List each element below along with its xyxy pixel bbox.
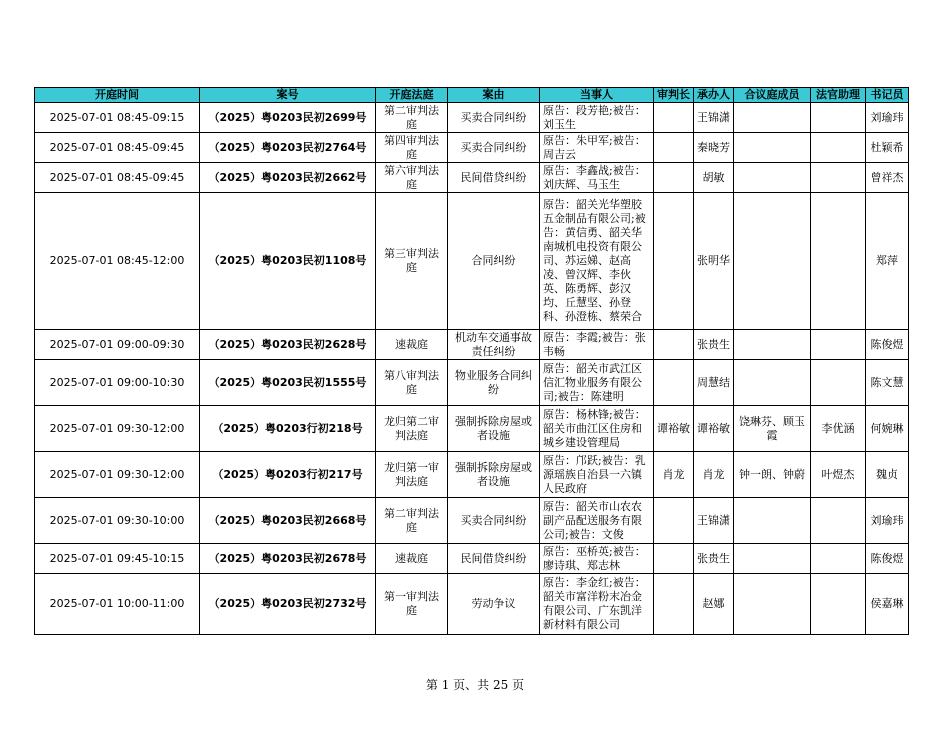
table-row <box>35 103 909 133</box>
table-row <box>35 133 909 163</box>
case-cause-cell: 强制拆除房屋或者设施 <box>448 452 540 498</box>
header-presiding-judge: 审判长 <box>654 88 694 103</box>
judge-assistant-cell: 李优涵 <box>811 406 866 452</box>
presiding-judge-cell <box>654 498 694 544</box>
judge-assistant-cell <box>811 193 866 330</box>
handler-cell: 张贵生 <box>694 544 734 574</box>
clerk-cell: 刘瑜玮 <box>866 103 909 133</box>
table-row <box>35 193 909 330</box>
case-number-cell: （2025）粤0203民初2732号 <box>200 574 376 635</box>
court-room-cell: 龙归第二审判法庭 <box>376 406 448 452</box>
parties-cell: 原告：韶关市武江区信汇物业服务有限公司;被告：陈建明 <box>540 360 654 406</box>
case-cause-cell: 强制拆除房屋或者设施 <box>448 406 540 452</box>
table-row <box>35 360 909 406</box>
table-row <box>35 498 909 544</box>
clerk-cell: 何婉琳 <box>866 406 909 452</box>
case-number-cell: （2025）粤0203民初2662号 <box>200 163 376 193</box>
presiding-judge-cell <box>654 330 694 360</box>
case-cause-cell: 民间借贷纠纷 <box>448 163 540 193</box>
hearing-time-cell: 2025-07-01 09:30-12:00 <box>35 452 200 498</box>
header-time: 开庭时间 <box>35 88 200 103</box>
clerk-cell: 陈俊煜 <box>866 330 909 360</box>
panel-members-cell <box>734 574 811 635</box>
clerk-cell: 刘瑜玮 <box>866 498 909 544</box>
presiding-judge-cell <box>654 360 694 406</box>
case-cause-cell: 民间借贷纠纷 <box>448 544 540 574</box>
panel-members-cell <box>734 498 811 544</box>
header-assistant: 法官助理 <box>811 88 866 103</box>
case-cause-cell: 机动车交通事故责任纠纷 <box>448 330 540 360</box>
court-room-cell: 第八审判法庭 <box>376 360 448 406</box>
case-number-cell: （2025）粤0203民初1108号 <box>200 193 376 330</box>
clerk-cell: 杜颖希 <box>866 133 909 163</box>
case-cause-cell: 买卖合同纠纷 <box>448 133 540 163</box>
clerk-cell: 侯嘉琳 <box>866 574 909 635</box>
court-room-cell: 第二审判法庭 <box>376 498 448 544</box>
table-row <box>35 330 909 360</box>
judge-assistant-cell <box>811 133 866 163</box>
header-clerk: 书记员 <box>866 88 909 103</box>
case-number-cell: （2025）粤0203民初2628号 <box>200 330 376 360</box>
court-room-cell: 速裁庭 <box>376 330 448 360</box>
header-handler: 承办人 <box>694 88 734 103</box>
header-court: 开庭法庭 <box>376 88 448 103</box>
parties-cell: 原告：邝跃;被告：乳源瑶族自治县一六镇人民政府 <box>540 452 654 498</box>
handler-cell: 张贵生 <box>694 330 734 360</box>
presiding-judge-cell: 谭裕敏 <box>654 406 694 452</box>
judge-assistant-cell <box>811 574 866 635</box>
presiding-judge-cell <box>654 163 694 193</box>
court-room-cell: 第二审判法庭 <box>376 103 448 133</box>
panel-members-cell <box>734 330 811 360</box>
parties-cell: 原告：巫桥英;被告：廖诗琪、郑志林 <box>540 544 654 574</box>
presiding-judge-cell <box>654 133 694 163</box>
panel-members-cell: 饶琳芬、顾玉霞 <box>734 406 811 452</box>
judge-assistant-cell <box>811 498 866 544</box>
hearing-time-cell: 2025-07-01 08:45-09:45 <box>35 163 200 193</box>
presiding-judge-cell: 肖龙 <box>654 452 694 498</box>
case-cause-cell: 买卖合同纠纷 <box>448 103 540 133</box>
handler-cell: 谭裕敏 <box>694 406 734 452</box>
clerk-cell: 曾祥杰 <box>866 163 909 193</box>
header-case-number: 案号 <box>200 88 376 103</box>
handler-cell: 张明华 <box>694 193 734 330</box>
case-cause-cell: 劳动争议 <box>448 574 540 635</box>
header-cause: 案由 <box>448 88 540 103</box>
case-number-cell: （2025）粤0203行初218号 <box>200 406 376 452</box>
hearing-time-cell: 2025-07-01 09:30-12:00 <box>35 406 200 452</box>
presiding-judge-cell <box>654 103 694 133</box>
hearing-time-cell: 2025-07-01 08:45-09:15 <box>35 103 200 133</box>
clerk-cell: 魏贞 <box>866 452 909 498</box>
handler-cell: 胡敏 <box>694 163 734 193</box>
presiding-judge-cell <box>654 574 694 635</box>
page-footer: 第 1 页、共 25 页 <box>425 678 525 692</box>
parties-cell: 原告：段芳艳;被告：刘玉生 <box>540 103 654 133</box>
clerk-cell: 陈文慧 <box>866 360 909 406</box>
hearing-time-cell: 2025-07-01 09:00-10:30 <box>35 360 200 406</box>
panel-members-cell <box>734 163 811 193</box>
parties-cell: 原告：韶关市山农农副产品配送服务有限公司;被告：文俊 <box>540 498 654 544</box>
court-room-cell: 第四审判法庭 <box>376 133 448 163</box>
table-row <box>35 544 909 574</box>
case-number-cell: （2025）粤0203民初1555号 <box>200 360 376 406</box>
court-room-cell: 龙归第一审判法庭 <box>376 452 448 498</box>
table-row <box>35 574 909 635</box>
hearing-time-cell: 2025-07-01 10:00-11:00 <box>35 574 200 635</box>
table-row <box>35 163 909 193</box>
parties-cell: 原告：韶关光华塑胶五金制品有限公司;被告：黄信勇、韶关华南城机电投资有限公司、苏运娣、赵高凌、曾汉辉、李伙英、陈勇辉、彭汉均、丘慧坚、孙登科、孙澄栋、蔡荣合 <box>540 193 654 330</box>
hearing-time-cell: 2025-07-01 09:00-09:30 <box>35 330 200 360</box>
case-number-cell: （2025）粤0203民初2668号 <box>200 498 376 544</box>
court-room-cell: 速裁庭 <box>376 544 448 574</box>
panel-members-cell <box>734 360 811 406</box>
header-panel: 合议庭成员 <box>734 88 811 103</box>
panel-members-cell <box>734 544 811 574</box>
handler-cell: 王锦潇 <box>694 498 734 544</box>
table-header-row <box>35 88 909 103</box>
handler-cell: 周慧结 <box>694 360 734 406</box>
court-room-cell: 第一审判法庭 <box>376 574 448 635</box>
clerk-cell: 陈俊煜 <box>866 544 909 574</box>
case-number-cell: （2025）粤0203民初2678号 <box>200 544 376 574</box>
parties-cell: 原告：李霞;被告：张韦畅 <box>540 330 654 360</box>
judge-assistant-cell <box>811 163 866 193</box>
table-row <box>35 406 909 452</box>
panel-members-cell <box>734 103 811 133</box>
hearing-time-cell: 2025-07-01 09:45-10:15 <box>35 544 200 574</box>
header-parties: 当事人 <box>540 88 654 103</box>
court-room-cell: 第三审判法庭 <box>376 193 448 330</box>
handler-cell: 赵娜 <box>694 574 734 635</box>
handler-cell: 秦晓芳 <box>694 133 734 163</box>
court-room-cell: 第六审判法庭 <box>376 163 448 193</box>
parties-cell: 原告：李鑫战;被告：刘庆辉、马玉生 <box>540 163 654 193</box>
clerk-cell: 郑萍 <box>866 193 909 330</box>
presiding-judge-cell <box>654 193 694 330</box>
case-cause-cell: 买卖合同纠纷 <box>448 498 540 544</box>
case-cause-cell: 合同纠纷 <box>448 193 540 330</box>
hearing-time-cell: 2025-07-01 09:30-10:00 <box>35 498 200 544</box>
panel-members-cell: 钟一朗、钟蔚 <box>734 452 811 498</box>
handler-cell: 肖龙 <box>694 452 734 498</box>
case-number-cell: （2025）粤0203行初217号 <box>200 452 376 498</box>
parties-cell: 原告：杨林锋;被告：韶关市曲江区住房和城乡建设管理局 <box>540 406 654 452</box>
case-number-cell: （2025）粤0203民初2764号 <box>200 133 376 163</box>
judge-assistant-cell <box>811 544 866 574</box>
handler-cell: 王锦潇 <box>694 103 734 133</box>
judge-assistant-cell <box>811 103 866 133</box>
hearing-time-cell: 2025-07-01 08:45-09:45 <box>35 133 200 163</box>
court-schedule-table <box>34 87 909 635</box>
parties-cell: 原告：朱甲军;被告：周吉云 <box>540 133 654 163</box>
judge-assistant-cell <box>811 360 866 406</box>
judge-assistant-cell: 叶煜杰 <box>811 452 866 498</box>
case-cause-cell: 物业服务合同纠纷 <box>448 360 540 406</box>
panel-members-cell <box>734 193 811 330</box>
presiding-judge-cell <box>654 544 694 574</box>
hearing-time-cell: 2025-07-01 08:45-12:00 <box>35 193 200 330</box>
case-number-cell: （2025）粤0203民初2699号 <box>200 103 376 133</box>
table-row <box>35 452 909 498</box>
panel-members-cell <box>734 133 811 163</box>
parties-cell: 原告：李金红;被告：韶关市富洋粉末冶金有限公司、广东凯洋新材料有限公司 <box>540 574 654 635</box>
judge-assistant-cell <box>811 330 866 360</box>
